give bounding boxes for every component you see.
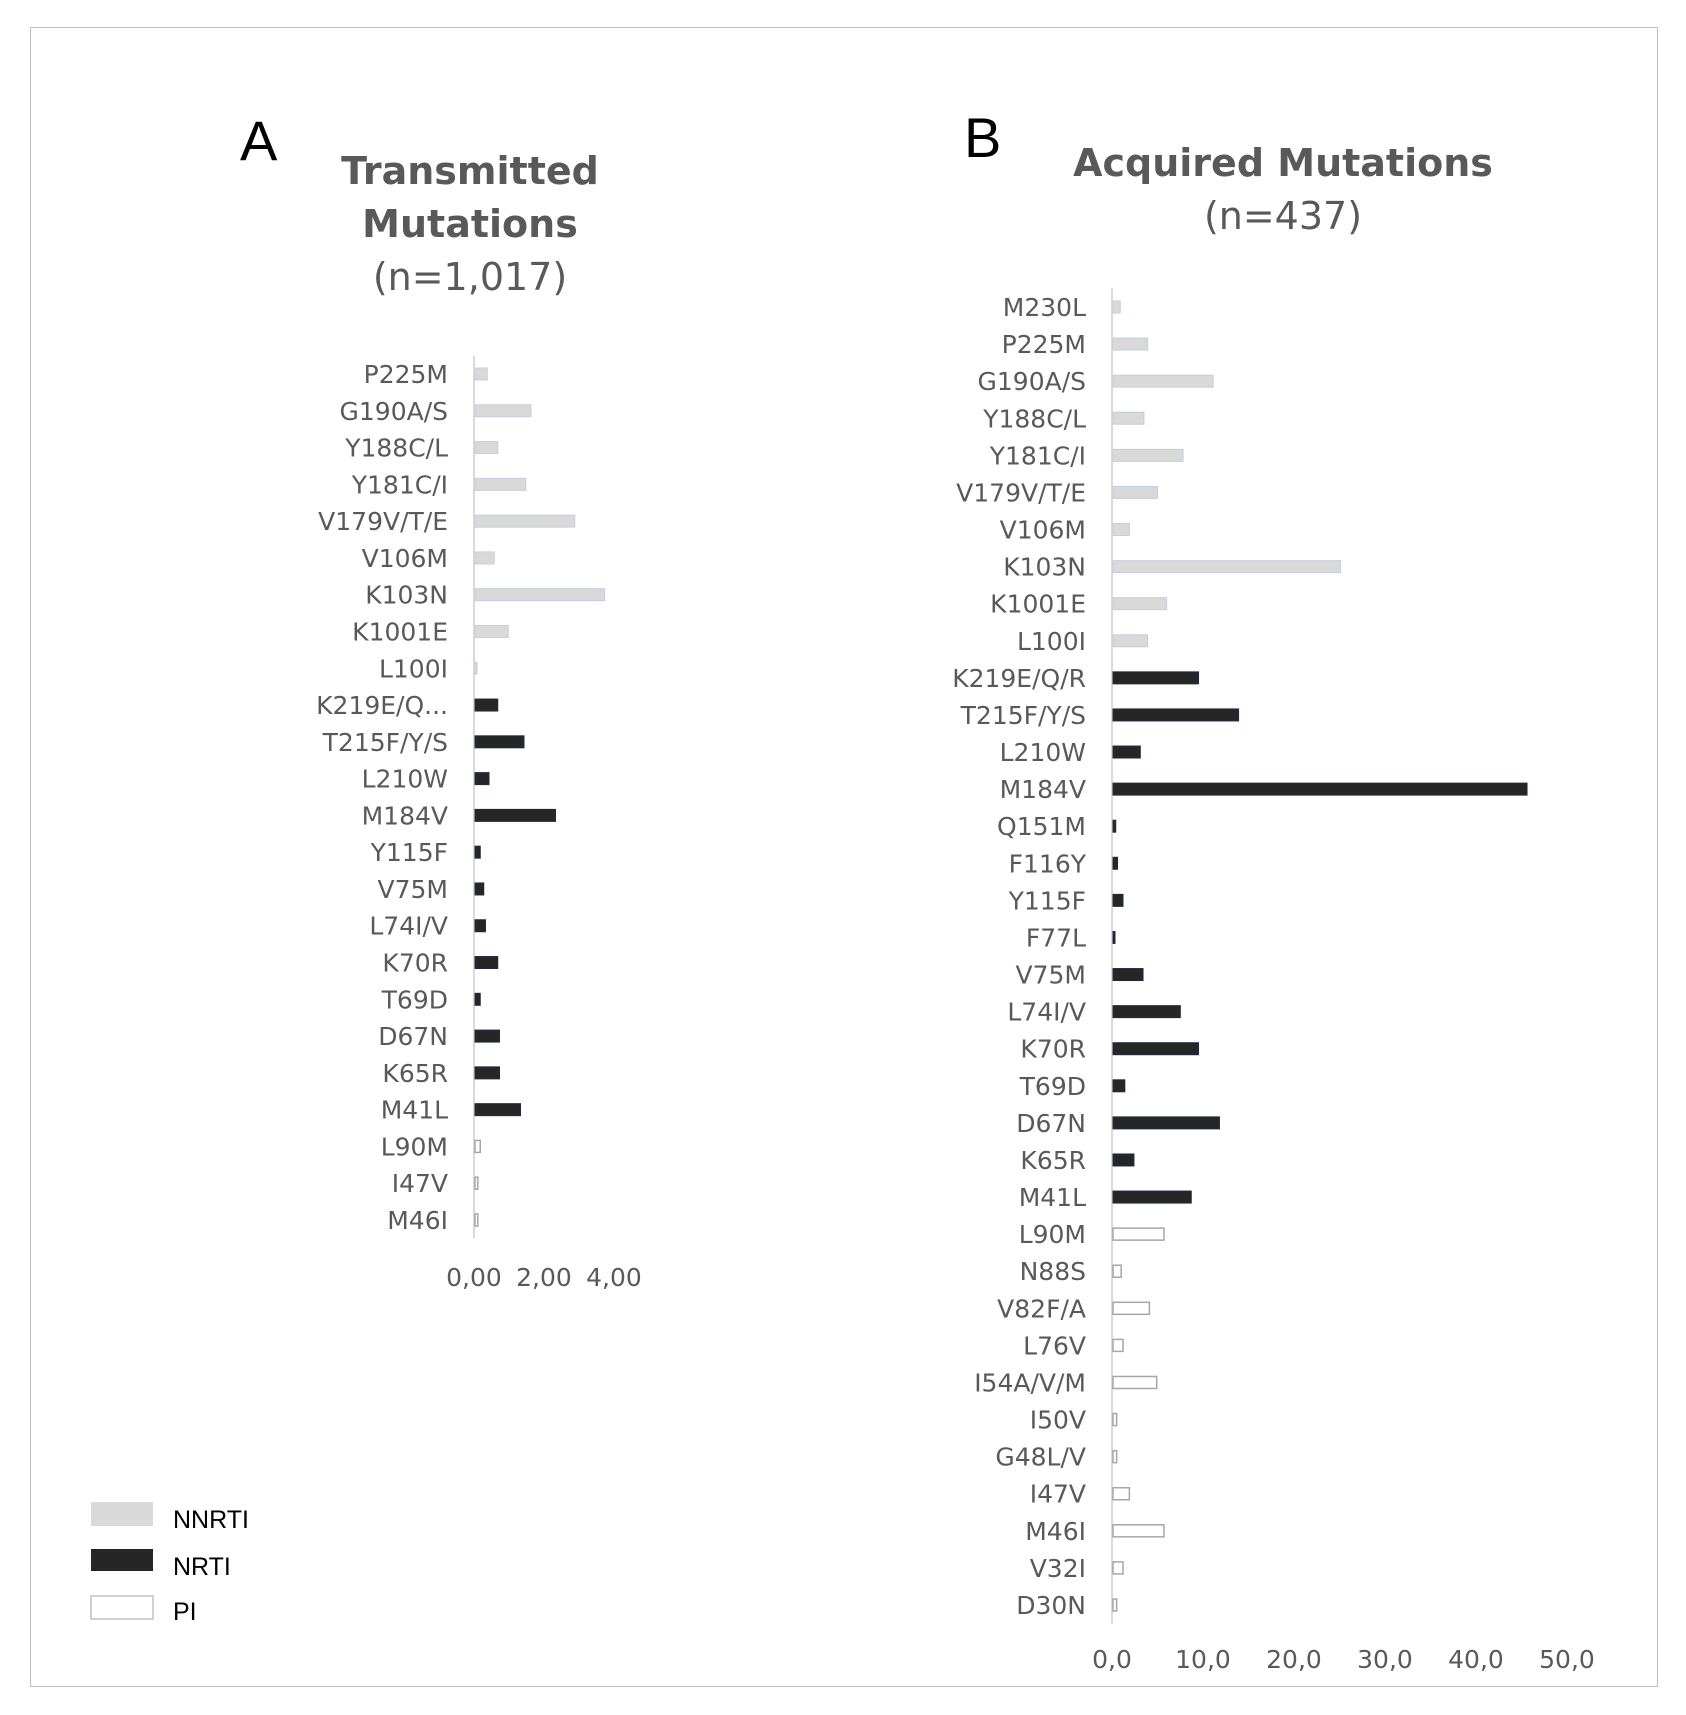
chart-b-bar-nrti (1113, 709, 1239, 721)
chart-b-bar-nrti (1113, 894, 1123, 906)
chart-a-bar-nrti (475, 920, 486, 932)
chart-b-plot (952, 288, 1595, 1674)
chart-a-category-label: Y115F (370, 838, 448, 868)
chart-a-plot (316, 356, 642, 1292)
chart-b-category-label: L76V (1023, 1331, 1086, 1361)
chart-a-bar-nnrti (475, 625, 508, 637)
chart-b-category-label: I50V (1029, 1405, 1086, 1435)
legend-label-nnrti: NNRTI (173, 1506, 249, 1534)
chart-b-category-label: G190A/S (977, 367, 1086, 397)
panel-letter-a: A (240, 109, 278, 172)
chart-a-bar-nnrti (475, 552, 494, 564)
chart-a-x-tick-label: 4,00 (586, 1263, 642, 1292)
chart-b-category-label: K103N (1003, 552, 1086, 582)
chart-b-x-tick-label: 0,0 (1092, 1645, 1132, 1674)
chart-b-bar-pi (1113, 1451, 1117, 1463)
chart-b-bar-nrti (1113, 969, 1143, 981)
chart-a-category-label: G190A/S (339, 396, 448, 426)
chart-b-bar-nnrti (1113, 524, 1129, 536)
chart-b-category-label: I54A/V/M (974, 1368, 1086, 1398)
chart-a-category-label: L100I (378, 654, 448, 684)
chart-b-bar-pi (1113, 1525, 1164, 1537)
chart-a-category-label: K70R (382, 948, 448, 978)
chart-b-bar-nrti (1113, 1006, 1180, 1018)
chart-b-bar-nrti (1113, 857, 1118, 869)
chart-a-bar-nrti (475, 736, 524, 748)
chart-a-bar-nnrti (475, 589, 605, 601)
chart-b-category-label: K70R (1020, 1034, 1086, 1064)
chart-b-category-label: Q151M (997, 812, 1086, 842)
chart-a-category-label: K65R (382, 1058, 448, 1088)
chart-b-category-label: F116Y (1008, 849, 1086, 879)
chart-b-bar-pi (1113, 1339, 1123, 1351)
chart-b-category-label: V179V/T/E (956, 478, 1086, 508)
chart-b-bar-pi (1113, 1414, 1117, 1426)
chart-b-bar-pi (1113, 1562, 1123, 1574)
chart-b-bar-nrti (1113, 1080, 1125, 1092)
chart-b-subtitle: (n=437) (1203, 194, 1363, 238)
chart-b-bar-nnrti (1113, 561, 1341, 573)
chart-b-bar-nrti (1113, 820, 1116, 832)
chart-a-x-tick-label: 2,00 (516, 1263, 572, 1292)
chart-a-category-label: I47V (391, 1169, 448, 1199)
chart-a-bar-nrti (475, 846, 480, 858)
chart-a-category-label: P225M (363, 360, 448, 389)
chart-b-category-label: Y181C/I (989, 441, 1086, 471)
chart-a-category-label: T215F/Y/S (322, 727, 448, 757)
chart-b-category-label: D30N (1016, 1591, 1086, 1620)
chart-b-category-label: M184V (999, 775, 1086, 805)
chart-b-category-label: V106M (999, 515, 1086, 545)
chart-b-x-tick-label: 50,0 (1539, 1645, 1595, 1674)
chart-b-bar-nnrti (1113, 338, 1148, 350)
chart-a-bar-pi (475, 1177, 478, 1189)
chart-b-title: Acquired Mutations (1073, 141, 1493, 185)
chart-b-bar-pi (1113, 1302, 1149, 1314)
legend (91, 1502, 249, 1626)
chart-b-category-label: V75M (1015, 960, 1086, 990)
chart-b-bar-nnrti (1113, 412, 1144, 424)
chart-a-category-label: M41L (380, 1095, 448, 1125)
chart-b-x-tick-label: 20,0 (1266, 1645, 1322, 1674)
chart-a-bar-nnrti (475, 478, 526, 490)
chart-b-bar-nnrti (1113, 301, 1120, 313)
chart-b-bar-nnrti (1113, 598, 1167, 610)
chart-b-category-label: V82F/A (997, 1294, 1086, 1324)
chart-a-category-label: T69D (381, 985, 448, 1015)
chart-a-bar-nnrti (475, 515, 575, 527)
chart-a-category-label: M46I (387, 1206, 448, 1235)
chart-a-bar-nrti (475, 1030, 500, 1042)
chart-b-category-label: Y115F (1008, 886, 1086, 916)
chart-a-category-label: D67N (378, 1022, 448, 1052)
chart-a-bar-nrti (475, 773, 489, 785)
chart-a-category-label: M184V (361, 801, 448, 831)
chart-a-bar-pi (475, 1214, 478, 1226)
chart-a-bar-nrti (475, 809, 556, 821)
chart-b-category-label: L100I (1016, 626, 1086, 656)
chart-b-bar-pi (1113, 1488, 1129, 1500)
chart-b-bar-nrti (1113, 1191, 1191, 1203)
chart-b-category-label: P225M (1001, 330, 1086, 360)
chart-b-bar-nrti (1113, 746, 1140, 758)
chart-a-bar-nrti (475, 883, 484, 895)
chart-a-bar-nnrti (475, 405, 531, 417)
chart-b-category-label: D67N (1016, 1108, 1086, 1138)
chart-b-category-label: L74I/V (1007, 997, 1086, 1027)
legend-swatch-pi (91, 1596, 153, 1619)
chart-b-bar-pi (1113, 1228, 1164, 1240)
chart-a-category-label: Y181C/I (351, 470, 448, 500)
panel-letter-b: B (964, 106, 1002, 169)
chart-a-category-label: K1001E (352, 617, 448, 647)
chart-a-bar-nnrti (475, 662, 477, 674)
chart-b-bar-nnrti (1113, 375, 1213, 387)
chart-a-bar-nrti (475, 699, 498, 711)
chart-b-bar-nrti (1113, 672, 1199, 684)
chart-b-bar-nrti (1113, 931, 1115, 943)
chart-b-bar-nrti (1113, 1043, 1199, 1055)
chart-b-category-label: V32I (1029, 1553, 1086, 1583)
chart-a-category-label: K103N (365, 580, 448, 610)
legend-label-pi: PI (173, 1598, 197, 1626)
chart-a-bar-pi (475, 1140, 480, 1152)
chart-b-category-label: M230L (1002, 293, 1086, 322)
chart-a-category-label: L210W (361, 764, 448, 794)
legend-label-nrti: NRTI (173, 1553, 231, 1581)
chart-b-category-label: I47V (1029, 1479, 1086, 1509)
chart-a-subtitle: (n=1,017) (372, 255, 568, 299)
chart-a-bar-nnrti (475, 442, 498, 454)
chart-a-x-tick-label: 0,00 (446, 1263, 502, 1292)
chart-b-bar-nrti (1113, 783, 1527, 795)
chart-b-x-tick-label: 10,0 (1175, 1645, 1231, 1674)
legend-swatch-nrti (91, 1549, 153, 1571)
chart-a-bar-nnrti (475, 368, 487, 380)
chart-a-category-label: L90M (380, 1132, 448, 1162)
chart-b-category-label: K219E/Q/R (952, 663, 1086, 693)
chart-b-category-label: L90M (1018, 1220, 1086, 1250)
chart-b-category-label: K65R (1020, 1145, 1086, 1175)
chart-b-category-label: M46I (1025, 1516, 1086, 1546)
chart-b-category-label: K1001E (990, 589, 1086, 619)
chart-a-bar-nrti (475, 957, 498, 969)
chart-b-category-label: F77L (1025, 923, 1086, 953)
chart-b-category-label: G48L/V (995, 1442, 1086, 1472)
chart-a-category-label: K219E/Q... (316, 691, 448, 721)
chart-b-category-label: T69D (1019, 1071, 1086, 1101)
chart-b-bar-nnrti (1113, 449, 1183, 461)
chart-b-bar-pi (1113, 1376, 1157, 1388)
chart-a-category-label: V106M (361, 543, 448, 573)
chart-b-bar-pi (1113, 1265, 1121, 1277)
chart-a-title-line-2: Mutations (362, 202, 578, 246)
chart-b-bar-nrti (1113, 1117, 1219, 1129)
chart-a-category-label: L74I/V (369, 911, 448, 941)
chart-b-x-tick-label: 30,0 (1357, 1645, 1413, 1674)
chart-a-bar-nrti (475, 993, 480, 1005)
chart-b-category-label: N88S (1019, 1257, 1086, 1287)
chart-a-bar-nrti (475, 1104, 521, 1116)
chart-a-category-label: V75M (377, 874, 448, 904)
legend-swatch-nnrti (91, 1502, 153, 1526)
chart-b-bar-nnrti (1113, 635, 1148, 647)
chart-b-category-label: T215F/Y/S (960, 700, 1086, 730)
chart-b-category-label: Y188C/L (983, 404, 1086, 434)
chart-b-bar-nrti (1113, 1154, 1134, 1166)
chart-a-category-label: Y188C/L (345, 433, 448, 463)
chart-b-bar-nnrti (1113, 486, 1158, 498)
chart-b-category-label: L210W (999, 738, 1086, 768)
chart-a-category-label: V179V/T/E (318, 507, 448, 537)
chart-a-title-line-1: Transmitted (341, 149, 599, 193)
chart-b-bar-pi (1113, 1599, 1117, 1611)
chart-b-category-label: M41L (1018, 1183, 1086, 1213)
chart-a-bar-nrti (475, 1067, 500, 1079)
chart-b-x-tick-label: 40,0 (1448, 1645, 1504, 1674)
